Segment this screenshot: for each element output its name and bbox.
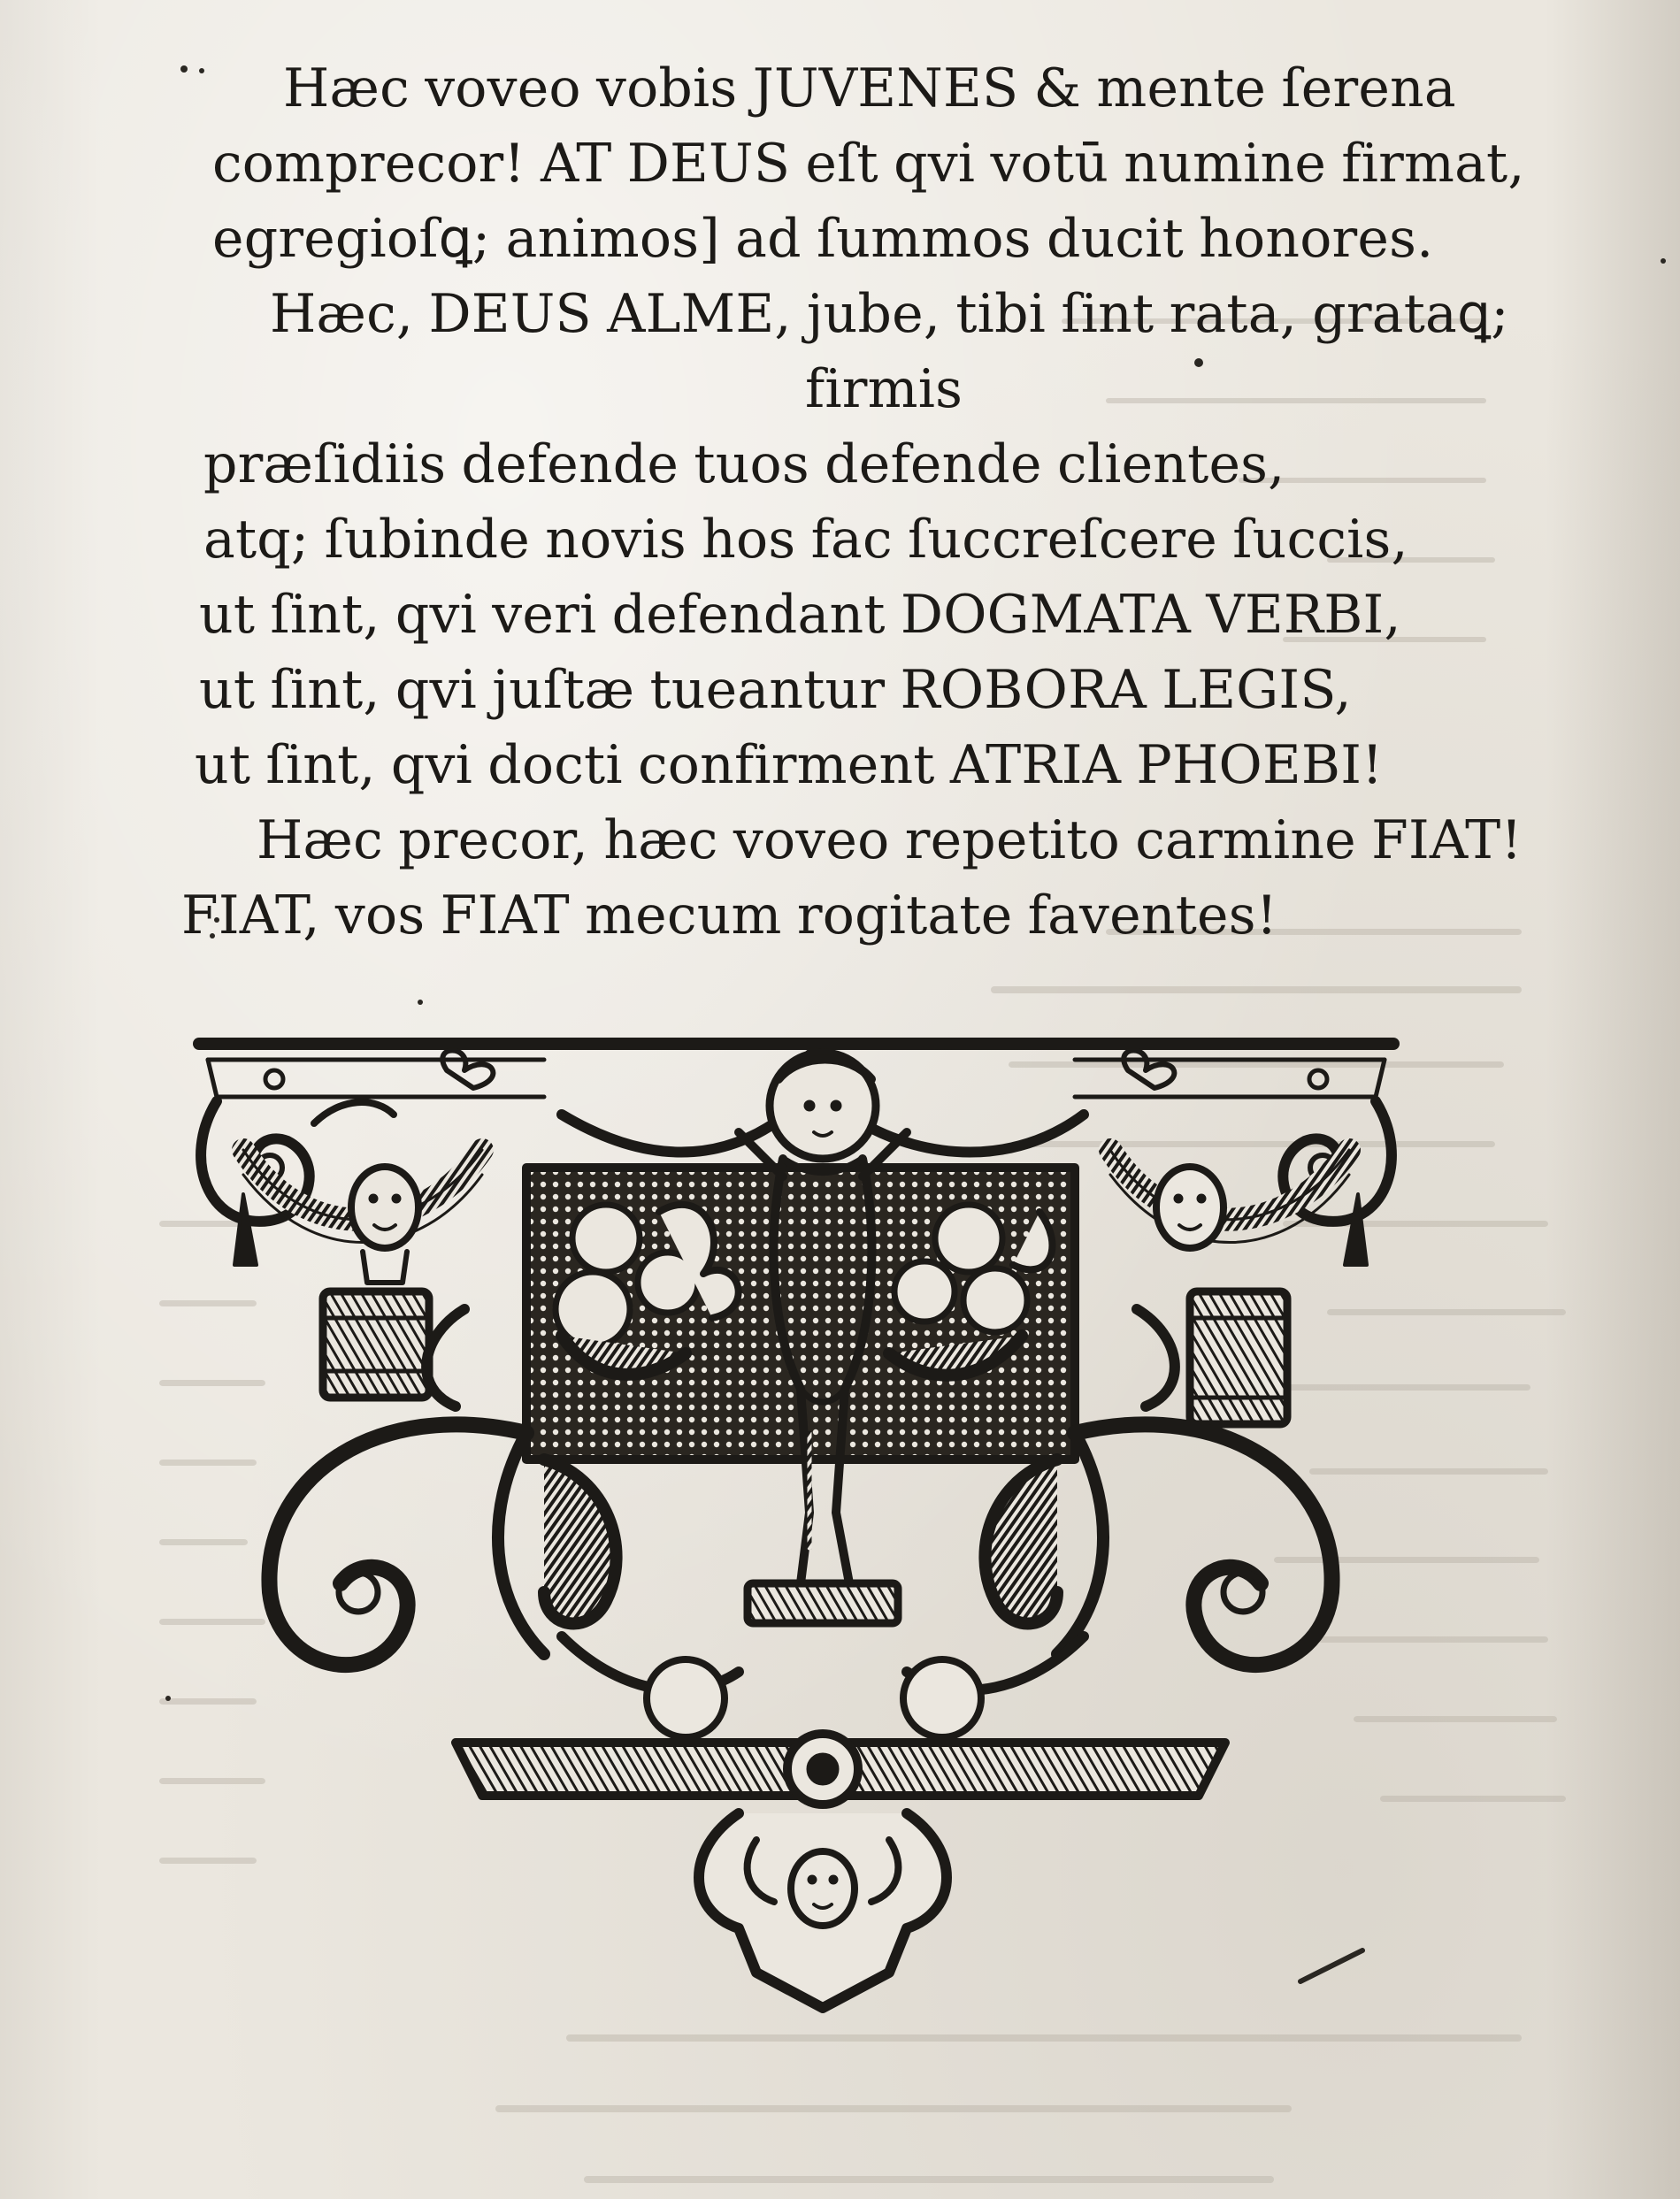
woodcut-tailpiece-icon	[190, 1017, 1517, 2017]
left-bracket-block	[323, 1291, 429, 1398]
left-mask-icon	[351, 1167, 418, 1283]
verse-line-6: præſidiis defende tuos defende clientes,	[203, 433, 1285, 495]
right-mask-icon	[1156, 1167, 1224, 1248]
right-drapery-swag	[1110, 1150, 1367, 1265]
verse-line-12: FIAT, vos FIAT mecum rogitate faventes!	[181, 885, 1278, 946]
verse-block	[181, 51, 1561, 954]
verse-line-10: ut ſint, qvi docti confirment ATRIA PHOEBI!	[195, 734, 1384, 796]
verse-line-8: ut ſint, qvi veri defendant DOGMATA VERBI,	[199, 584, 1401, 646]
verse-runover-line: firmis	[805, 358, 963, 420]
verse-line-11: Hæc precor, hæc voveo repetito carmine FIAT!	[257, 809, 1523, 871]
verse-line-7: atq; ſubinde novis hos fac ſuccreſcere ſuccis,	[203, 509, 1408, 571]
bottom-mask-icon	[791, 1851, 855, 1926]
right-bracket-block	[1190, 1291, 1287, 1424]
verse-line-3: egregioſꝗ; animos] ad ſummos ducit honores.	[212, 208, 1434, 270]
verse-line-9: ut ſint, qvi juſtæ tueantur ROBORA LEGIS,	[199, 659, 1352, 721]
verse-line-2: comprecor! AT DEUS eſt qvi votū numine firmat,	[212, 133, 1525, 195]
verse-line-1: Hæc voveo vobis JUVENES & mente ſerena	[283, 57, 1456, 119]
verse-line-4: Hæc, DEUS ALME, jube, tibi ſint rata, grataꝗ;	[270, 283, 1509, 345]
lower-central-bracket	[456, 1636, 1225, 1804]
putto-pedestal	[748, 1583, 898, 1623]
